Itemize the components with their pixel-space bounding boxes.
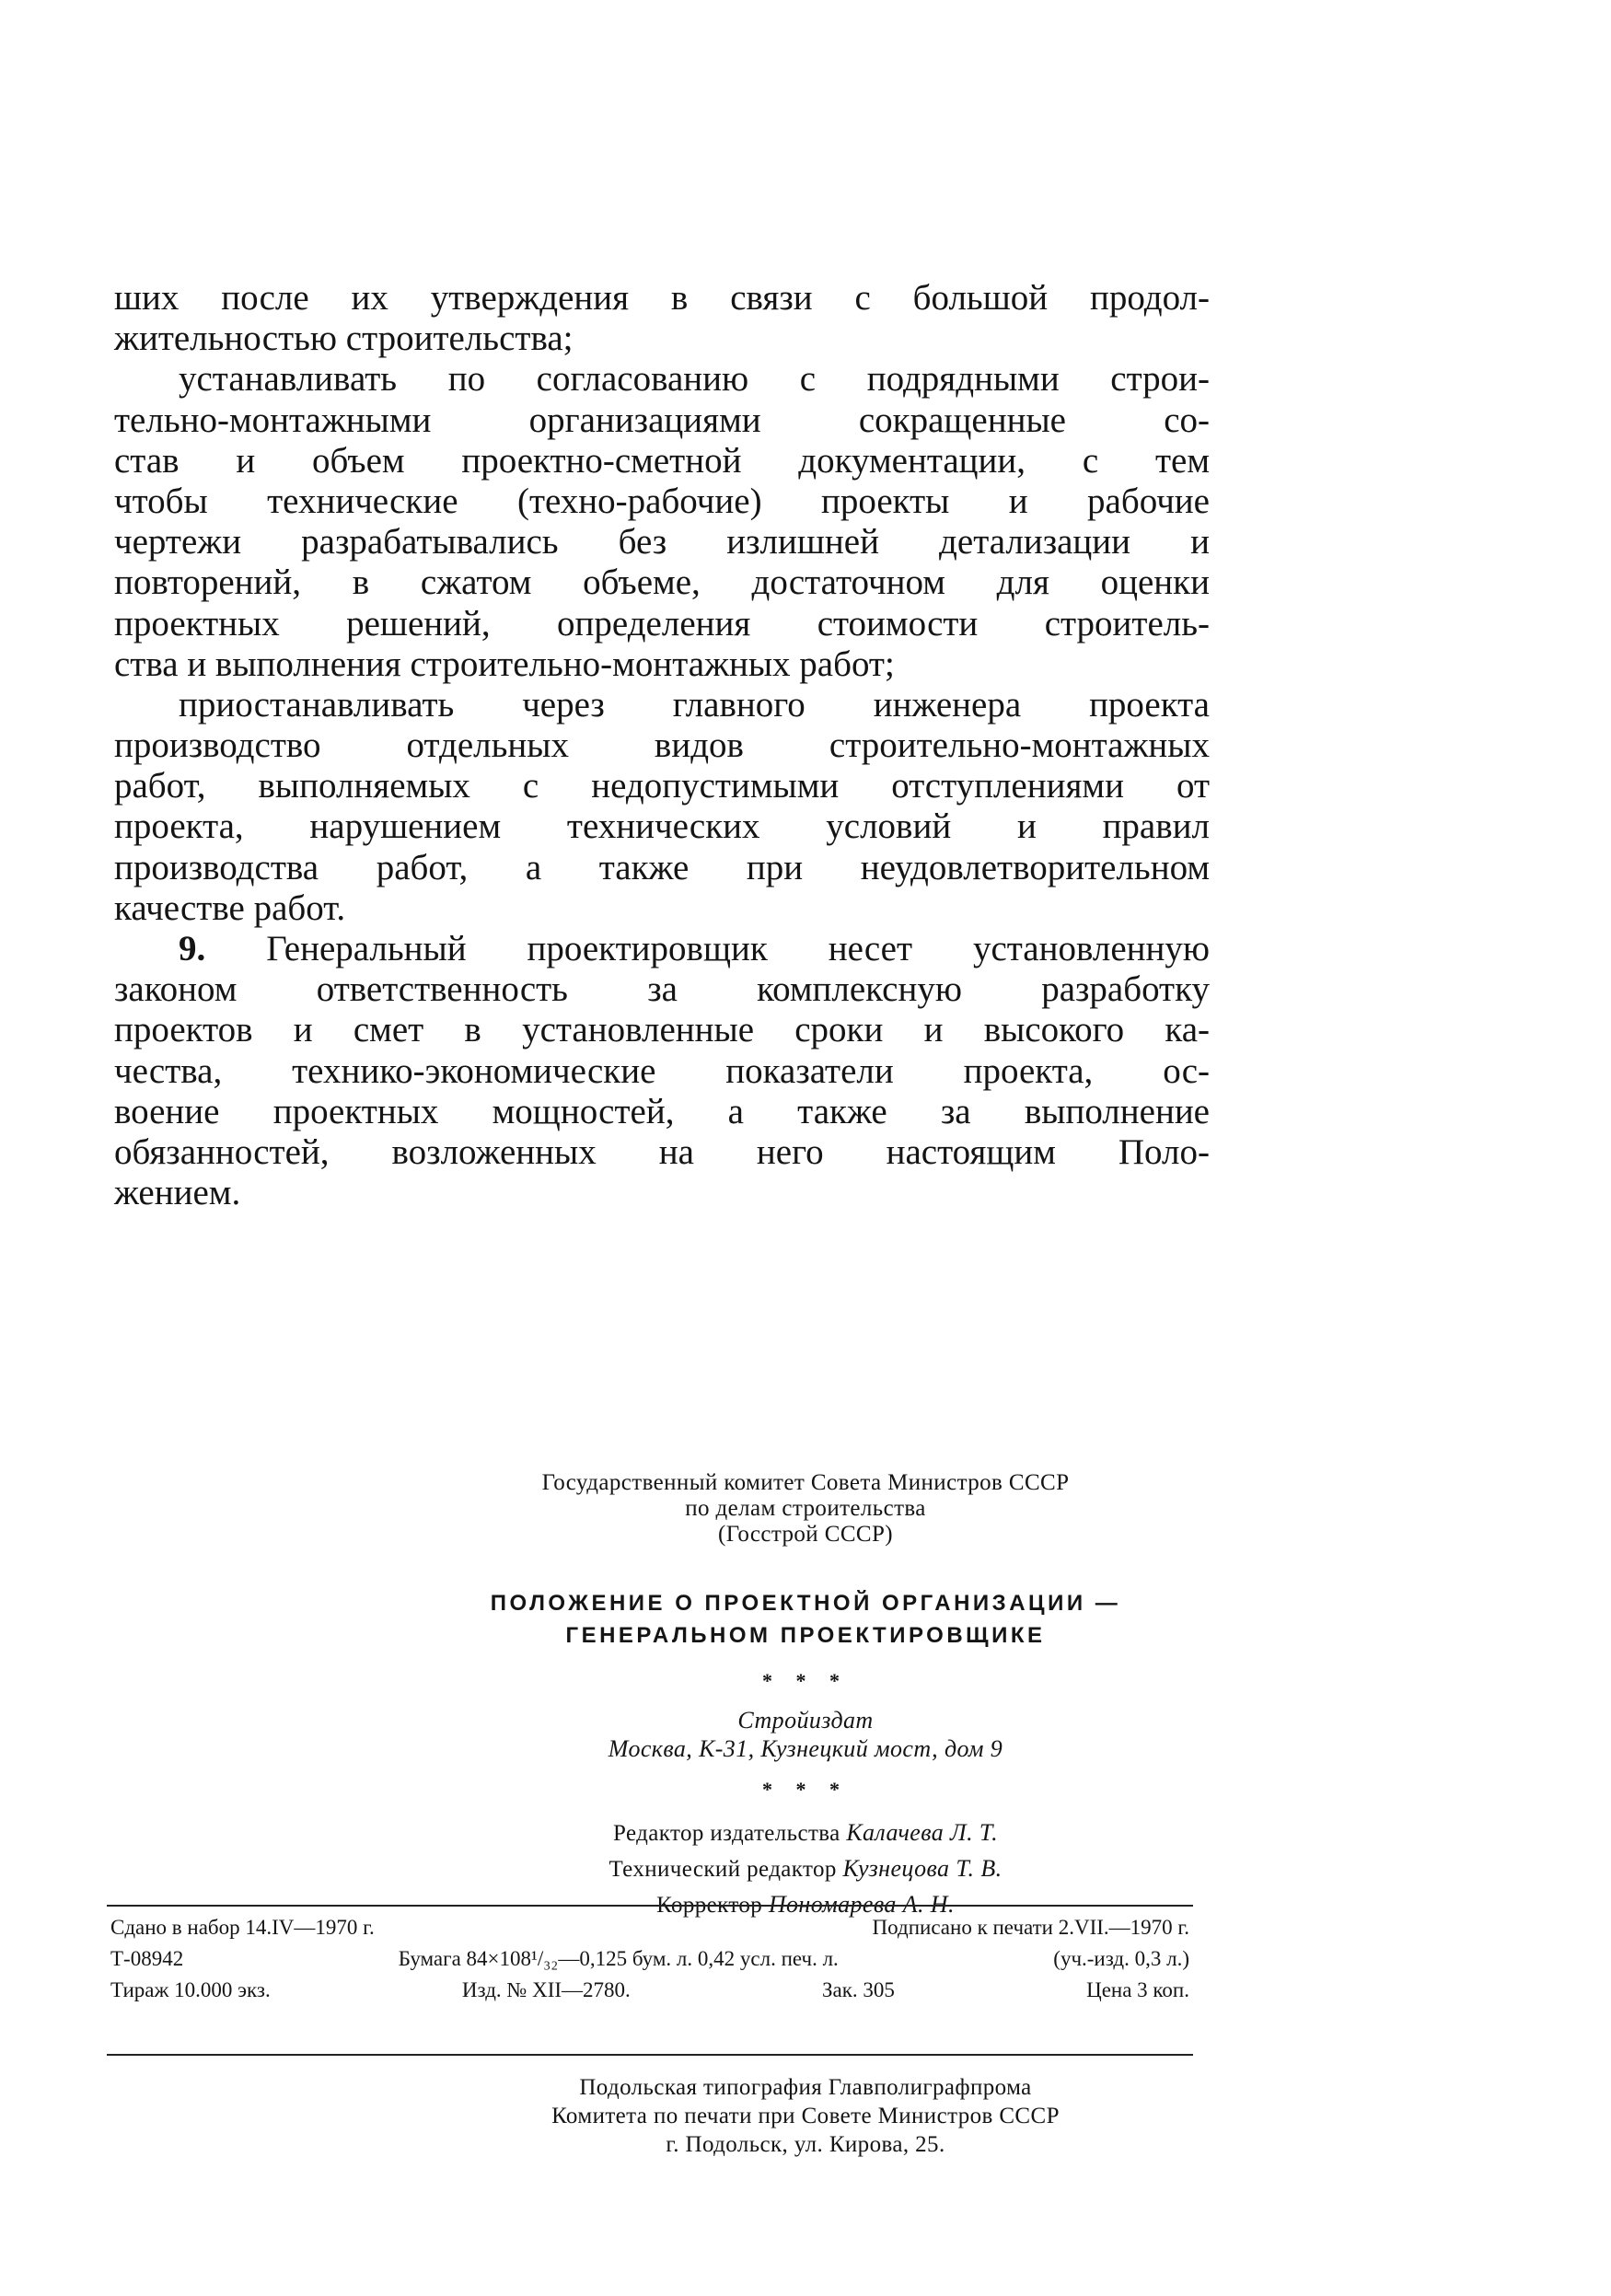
- separator-stars: * * *: [762, 1669, 849, 1692]
- colophon-row: [110, 1912, 1189, 1943]
- colophon-cell: Цена 3 коп.: [1086, 1978, 1189, 2001]
- title-line: ПОЛОЖЕНИЕ О ПРОЕКТНОЙ ОРГАНИЗАЦИИ —: [490, 1591, 1121, 1616]
- committee-line: Государственный комитет Совета Министров СССР: [541, 1470, 1070, 1495]
- editor-name: Кузнецова Т. В.: [842, 1855, 1003, 1882]
- editors-block: [0, 1815, 1611, 1923]
- committee-block: [0, 1470, 1611, 1548]
- text-line: производства работ, а также при неудовлетворительном: [114, 847, 1210, 887]
- text-line: приостанавливать через главного инженера проекта: [179, 684, 1210, 725]
- publisher-block: [0, 1706, 1611, 1763]
- text-line: чтобы технические (техно-рабочие) проекты и рабочие: [114, 481, 1210, 521]
- text-line-item-9: [114, 929, 1210, 969]
- text-line: проектных решений, определения стоимости строитель-: [114, 603, 1210, 644]
- colophon-row: [110, 1943, 1189, 1975]
- text-line: проекта, нарушением технических условий и правил: [114, 806, 1210, 847]
- text-line: жением.: [114, 1173, 241, 1213]
- text-line: чертежи разрабатывались без излишней детализации и: [114, 522, 1210, 562]
- colophon-cell: (уч.-изд. 0,3 л.): [1053, 1947, 1189, 1970]
- printer-block: [0, 2073, 1611, 2159]
- text-line: жительностью строительства;: [114, 319, 574, 359]
- editor-name: Калачева Л. Т.: [846, 1819, 998, 1846]
- text-line: став и объем проектно-сметной документации, с тем: [114, 440, 1210, 481]
- colophon-cell: Т-08942: [110, 1947, 184, 1970]
- editor-role: Редактор издательства: [612, 1821, 840, 1846]
- editor-name: Пономарева А. Н.: [768, 1891, 955, 1918]
- separator-stars: * * *: [762, 1778, 849, 1801]
- text-line: производство отдельных видов строительно-монтажных: [114, 725, 1210, 766]
- committee-line: (Госстрой СССР): [717, 1522, 893, 1547]
- colophon: [110, 1912, 1189, 2006]
- body-text: [114, 278, 1210, 1213]
- publisher-name: Стройиздат: [737, 1707, 874, 1734]
- text-line: воение проектных мощностей, а также за выполнение: [114, 1091, 1210, 1131]
- text-line: чества, технико-экономические показатели проекта, ос-: [114, 1050, 1210, 1091]
- divider-line: [107, 2054, 1193, 2056]
- colophon-cell: Тираж 10.000 экз.: [110, 1978, 271, 2001]
- text-line: ших после их утверждения в связи с большой продол-: [114, 278, 1210, 318]
- text-line: качестве работ.: [114, 887, 346, 928]
- text-line: ства и выполнения строительно-монтажных работ;: [114, 644, 895, 684]
- text-line: тельно-монтажными организациями сокращенные со-: [114, 400, 1210, 440]
- divider-line: [107, 1905, 1193, 1907]
- editor-role: Технический редактор: [608, 1857, 837, 1882]
- colophon-cell: Зак. 305: [821, 1978, 895, 2001]
- colophon-cell: Подписано к печати 2.VII.—1970 г.: [872, 1916, 1189, 1939]
- printer-line: Подольская типография Главполиграфпрома: [579, 2075, 1032, 2100]
- text-line: проектов и смет в установленные сроки и высокого ка-: [114, 1010, 1210, 1050]
- editor-line: [0, 1815, 1611, 1851]
- text-line: законом ответственность за комплексную разработку: [114, 969, 1210, 1010]
- committee-line: по делам строительства: [685, 1496, 926, 1521]
- text-line: работ, выполняемых с недопустимыми отступлениями от: [114, 766, 1210, 806]
- document-title: [0, 1587, 1611, 1652]
- colophon-cell: Изд. № XII—2780.: [461, 1978, 631, 2001]
- editor-line: [0, 1851, 1611, 1887]
- editor-role: Корректор: [656, 1893, 763, 1918]
- colophon-cell: Сдано в набор 14.IV—1970 г.: [110, 1916, 375, 1939]
- text-line: устанавливать по согласованию с подрядными строи-: [179, 359, 1210, 400]
- item-number: 9.: [179, 929, 206, 968]
- title-line: ГЕНЕРАЛЬНОМ ПРОЕКТИРОВЩИКЕ: [565, 1623, 1046, 1648]
- colophon-cell: Бумага 84×108¹/₃₂—0,125 бум. л. 0,42 усл. печ. л.: [398, 1947, 839, 1970]
- publisher-address: Москва, К-31, Кузнецкий мост, дом 9: [608, 1735, 1003, 1762]
- text-line: обязанностей, возложенных на него настоящим Поло-: [114, 1131, 1210, 1172]
- colophon-row: [110, 1975, 1189, 2006]
- text-line: Генеральный проектировщик несет установленную: [266, 929, 1211, 968]
- text-line: повторений, в сжатом объеме, достаточном для оценки: [114, 562, 1210, 603]
- printer-line: г. Подольск, ул. Кирова, 25.: [666, 2132, 945, 2157]
- printer-line: Комитета по печати при Совете Министров СССР: [551, 2104, 1060, 2128]
